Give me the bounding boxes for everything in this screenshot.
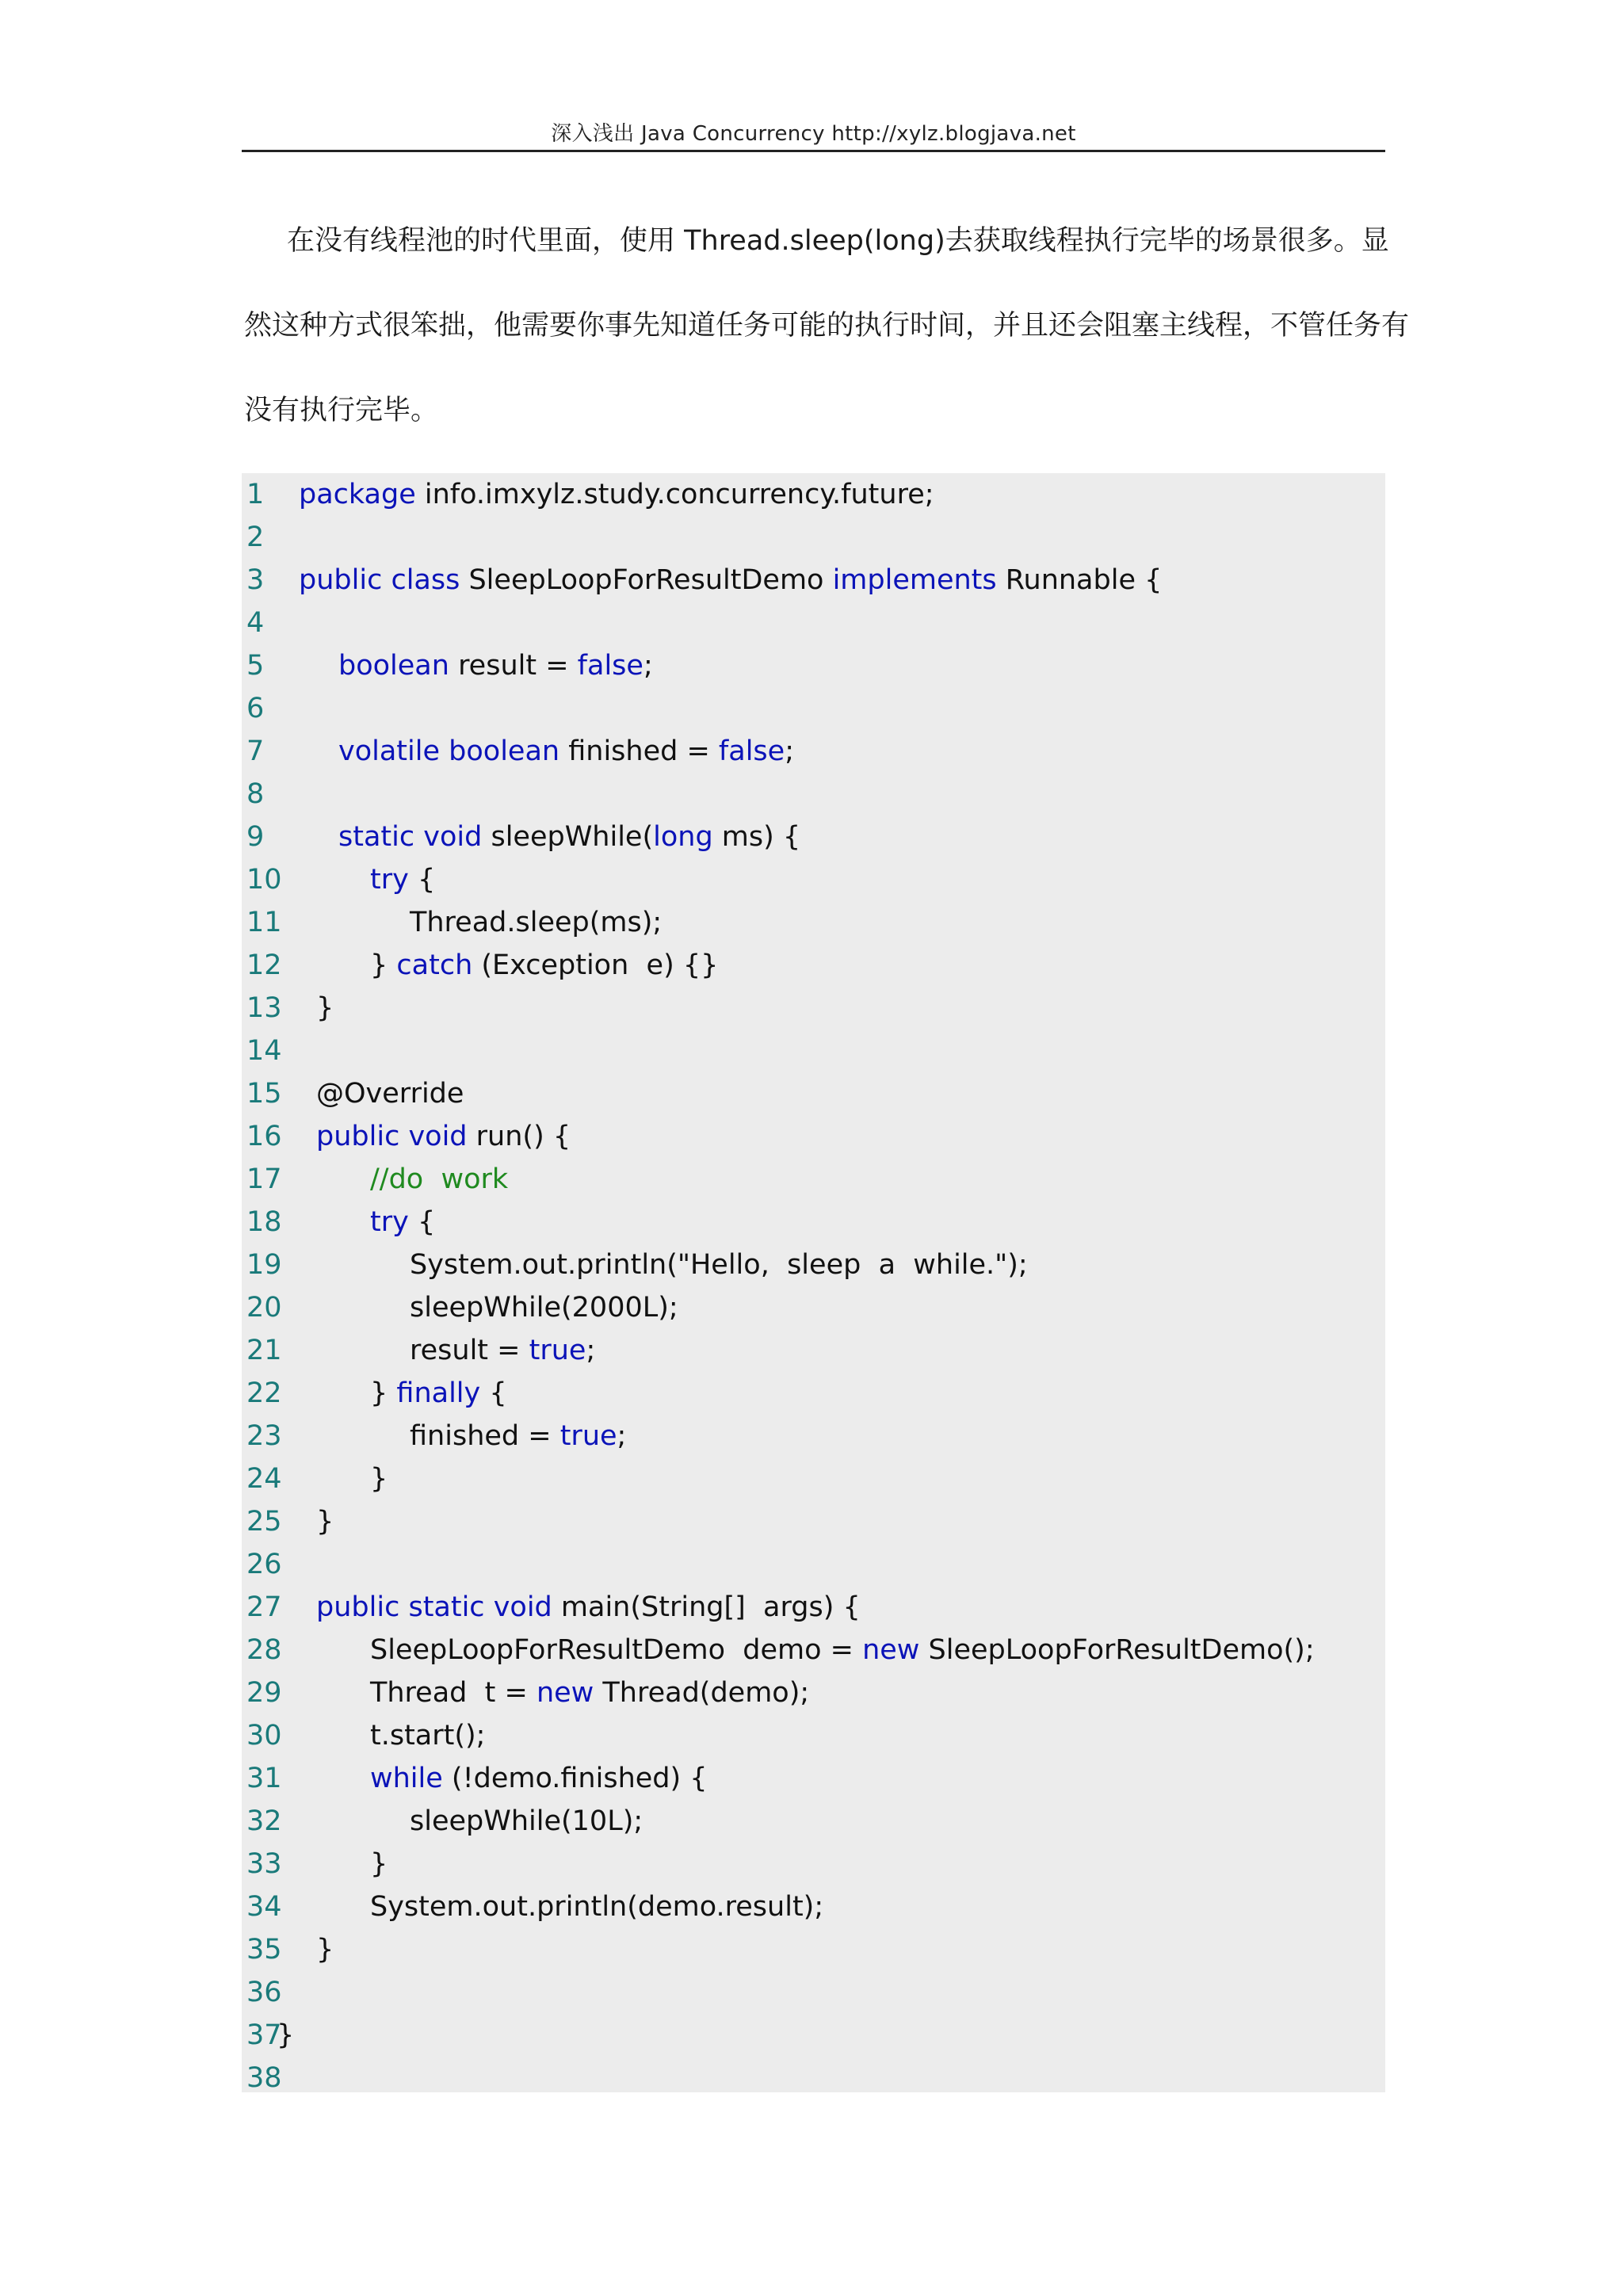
- code-token: Thread t =: [370, 1677, 537, 1709]
- code-line: [242, 1543, 282, 1586]
- code-line: [242, 816, 800, 858]
- code-text: [316, 1078, 464, 1110]
- code-token: sleepWhile(: [482, 821, 654, 853]
- line-number: 34: [246, 1891, 282, 1923]
- code-keyword: new: [862, 1634, 920, 1666]
- code-text: [370, 1634, 1315, 1666]
- code-line: [242, 2057, 282, 2099]
- code-token: }: [370, 1463, 388, 1495]
- code-token: }: [316, 1934, 334, 1966]
- code-keyword: public: [299, 564, 383, 596]
- code-token: SleepLoopForResultDemo demo =: [370, 1634, 863, 1666]
- code-keyword: public: [316, 1591, 400, 1623]
- code-token: Runnable {: [996, 564, 1163, 596]
- code-keyword: try: [370, 864, 409, 896]
- line-number: 28: [246, 1634, 282, 1666]
- code-line: [242, 1885, 823, 1928]
- line-number: 21: [246, 1335, 282, 1366]
- code-text: [370, 1763, 708, 1794]
- code-line: [242, 1629, 1315, 1671]
- code-keyword: true: [529, 1335, 586, 1366]
- code-line: [242, 1500, 334, 1543]
- code-token: }: [370, 1377, 397, 1409]
- code-text: [370, 864, 435, 896]
- code-text: [410, 907, 662, 938]
- code-keyword: while: [370, 1763, 443, 1794]
- line-number: 36: [246, 1977, 282, 2008]
- line-number: 22: [246, 1377, 282, 1409]
- code-token: }: [316, 1506, 334, 1538]
- code-token: ;: [785, 735, 794, 767]
- line-number: 7: [246, 735, 265, 767]
- code-token: }: [370, 949, 397, 981]
- line-number: 12: [246, 949, 282, 981]
- header-divider: [242, 150, 1385, 152]
- code-token: [399, 1121, 408, 1152]
- line-number: 17: [246, 1163, 282, 1195]
- line-number: 32: [246, 1805, 282, 1837]
- line-number: 33: [246, 1848, 282, 1880]
- code-line: [242, 730, 794, 773]
- code-token: [399, 1591, 408, 1623]
- line-number: 25: [246, 1506, 282, 1538]
- code-keyword: false: [718, 735, 785, 767]
- line-number: 37: [246, 2019, 282, 2051]
- code-line: [242, 1457, 388, 1500]
- code-text: [410, 1292, 678, 1324]
- code-keyword: long: [653, 821, 713, 853]
- line-number: 2: [246, 521, 265, 553]
- code-token: }: [316, 992, 334, 1024]
- code-text: [410, 1335, 595, 1366]
- code-line: [242, 1928, 334, 1971]
- code-text: [316, 1121, 571, 1152]
- code-line: [242, 602, 299, 644]
- code-text: [370, 1720, 485, 1752]
- code-line: [242, 1115, 571, 1158]
- code-token: info.imxylz.study.concurrency.future;: [415, 479, 934, 510]
- code-line: [242, 1329, 595, 1372]
- code-line: [242, 644, 653, 687]
- code-token: Thread(demo);: [594, 1677, 810, 1709]
- code-line: [242, 473, 934, 516]
- line-number: 20: [246, 1292, 282, 1324]
- code-line: [242, 1415, 626, 1457]
- code-token: finished =: [410, 1420, 560, 1452]
- code-keyword: static: [338, 821, 415, 853]
- code-line: [242, 1286, 678, 1329]
- line-number: 10: [246, 864, 282, 896]
- code-keyword: public: [316, 1121, 400, 1152]
- code-token: {: [408, 1206, 436, 1238]
- code-line: [242, 773, 299, 816]
- line-number: 24: [246, 1463, 282, 1495]
- code-token: sleepWhile(2000L);: [410, 1292, 678, 1324]
- code-token: Thread.sleep(ms);: [410, 907, 663, 938]
- line-number: 15: [246, 1078, 282, 1110]
- line-number: 16: [246, 1121, 282, 1152]
- code-token: result =: [449, 650, 578, 682]
- code-token: [382, 564, 391, 596]
- code-token: (Exception e) {}: [472, 949, 719, 981]
- code-token: sleepWhile(10L);: [410, 1805, 643, 1837]
- code-text: [410, 1805, 643, 1837]
- code-line: [242, 1030, 282, 1072]
- code-token: result =: [410, 1335, 529, 1366]
- running-header: 深入浅出 Java Concurrency http://xylz.blogjava.net: [551, 122, 1076, 146]
- code-keyword: finally: [396, 1377, 481, 1409]
- code-line: [242, 987, 334, 1030]
- code-token: SleepLoopForResultDemo: [460, 564, 833, 596]
- code-text: [277, 2019, 294, 2051]
- code-line: [242, 1843, 388, 1885]
- code-token: {: [480, 1377, 507, 1409]
- code-token: ;: [586, 1335, 596, 1366]
- line-number: 1: [246, 479, 265, 510]
- code-line: [242, 2014, 294, 2057]
- body-paragraph-line-1: 在没有线程池的时代里面，使用 Thread.sleep(long)去获取线程执行完毕的场景很多。显: [287, 225, 1389, 257]
- code-line: [242, 1757, 708, 1800]
- code-line: [242, 559, 1162, 602]
- code-line: [242, 1244, 1028, 1286]
- code-token: @Override: [316, 1078, 464, 1110]
- code-line: [242, 901, 662, 944]
- line-number: 30: [246, 1720, 282, 1752]
- code-line: [242, 944, 718, 987]
- code-token: ms) {: [712, 821, 801, 853]
- code-text: [316, 992, 334, 1024]
- code-token: ;: [643, 650, 653, 682]
- code-token: [440, 735, 449, 767]
- code-text: [370, 1206, 435, 1238]
- code-token: finished =: [559, 735, 719, 767]
- code-keyword: void: [408, 1121, 468, 1152]
- code-token: System.out.println(demo.result);: [370, 1891, 824, 1923]
- line-number: 29: [246, 1677, 282, 1709]
- code-text: [370, 1377, 507, 1409]
- code-keyword: boolean: [338, 650, 449, 682]
- code-keyword: implements: [832, 564, 997, 596]
- code-text: [370, 1677, 809, 1709]
- code-token: run() {: [467, 1121, 571, 1152]
- code-token: t.start();: [370, 1720, 486, 1752]
- code-text: [370, 1163, 508, 1195]
- code-keyword: void: [493, 1591, 552, 1623]
- code-line: [242, 516, 299, 559]
- line-number: 9: [246, 821, 265, 853]
- code-token: }: [370, 1848, 388, 1880]
- code-line: [242, 1072, 464, 1115]
- code-line: [242, 1714, 485, 1757]
- line-number: 6: [246, 693, 265, 724]
- code-text: [316, 1934, 334, 1966]
- line-number: 27: [246, 1591, 282, 1623]
- body-paragraph-line-3: 没有执行完毕。: [244, 395, 439, 426]
- code-token: [485, 1591, 494, 1623]
- line-number: 4: [246, 607, 265, 639]
- code-keyword: try: [370, 1206, 409, 1238]
- code-keyword: new: [536, 1677, 594, 1709]
- code-text: [338, 821, 800, 853]
- code-keyword: catch: [396, 949, 473, 981]
- line-number: 35: [246, 1934, 282, 1966]
- code-text: [299, 564, 1162, 596]
- line-number: 38: [246, 2062, 282, 2094]
- code-keyword: volatile: [338, 735, 441, 767]
- code-text: [370, 949, 718, 981]
- code-keyword: void: [423, 821, 483, 853]
- code-token: main(String[] args) {: [552, 1591, 861, 1623]
- code-text: [338, 650, 653, 682]
- code-token: (!demo.finished) {: [442, 1763, 708, 1794]
- code-text: [410, 1420, 626, 1452]
- code-token: {: [408, 864, 436, 896]
- code-comment: //do work: [370, 1163, 509, 1195]
- line-number: 5: [246, 650, 265, 682]
- line-number: 23: [246, 1420, 282, 1452]
- code-line: [242, 1671, 809, 1714]
- code-text: [410, 1249, 1028, 1281]
- code-keyword: package: [299, 479, 416, 510]
- code-keyword: true: [559, 1420, 617, 1452]
- code-text: [370, 1891, 823, 1923]
- line-number: 19: [246, 1249, 282, 1281]
- code-token: }: [277, 2019, 295, 2051]
- code-line: [242, 1201, 435, 1244]
- code-text: [316, 1506, 334, 1538]
- code-line: [242, 687, 299, 730]
- line-number: 11: [246, 907, 282, 938]
- code-keyword: static: [408, 1591, 485, 1623]
- code-text: [370, 1848, 388, 1880]
- line-number: 3: [246, 564, 265, 596]
- code-token: ;: [617, 1420, 627, 1452]
- line-number: 26: [246, 1549, 282, 1580]
- code-keyword: class: [391, 564, 460, 596]
- code-token: [414, 821, 423, 853]
- code-token: System.out.println("Hello, sleep a while.");: [410, 1249, 1028, 1281]
- code-line: [242, 858, 435, 901]
- code-line: [242, 1372, 507, 1415]
- code-text: [338, 735, 794, 767]
- line-number: 31: [246, 1763, 282, 1794]
- code-line: [242, 1800, 643, 1843]
- code-token: SleepLoopForResultDemo();: [919, 1634, 1315, 1666]
- line-number: 13: [246, 992, 282, 1024]
- code-keyword: false: [577, 650, 643, 682]
- line-number: 14: [246, 1035, 282, 1067]
- code-keyword: boolean: [449, 735, 560, 767]
- code-text: [370, 1463, 388, 1495]
- code-text: [299, 479, 934, 510]
- code-line: [242, 1158, 508, 1201]
- code-line: [242, 1971, 282, 2014]
- code-line: [242, 1586, 861, 1629]
- line-number: 18: [246, 1206, 282, 1238]
- body-paragraph-line-2: 然这种方式很笨拙，他需要你事先知道任务可能的执行时间，并且还会阻塞主线程，不管任务有: [244, 310, 1410, 342]
- code-text: [316, 1591, 861, 1623]
- line-number: 8: [246, 778, 265, 810]
